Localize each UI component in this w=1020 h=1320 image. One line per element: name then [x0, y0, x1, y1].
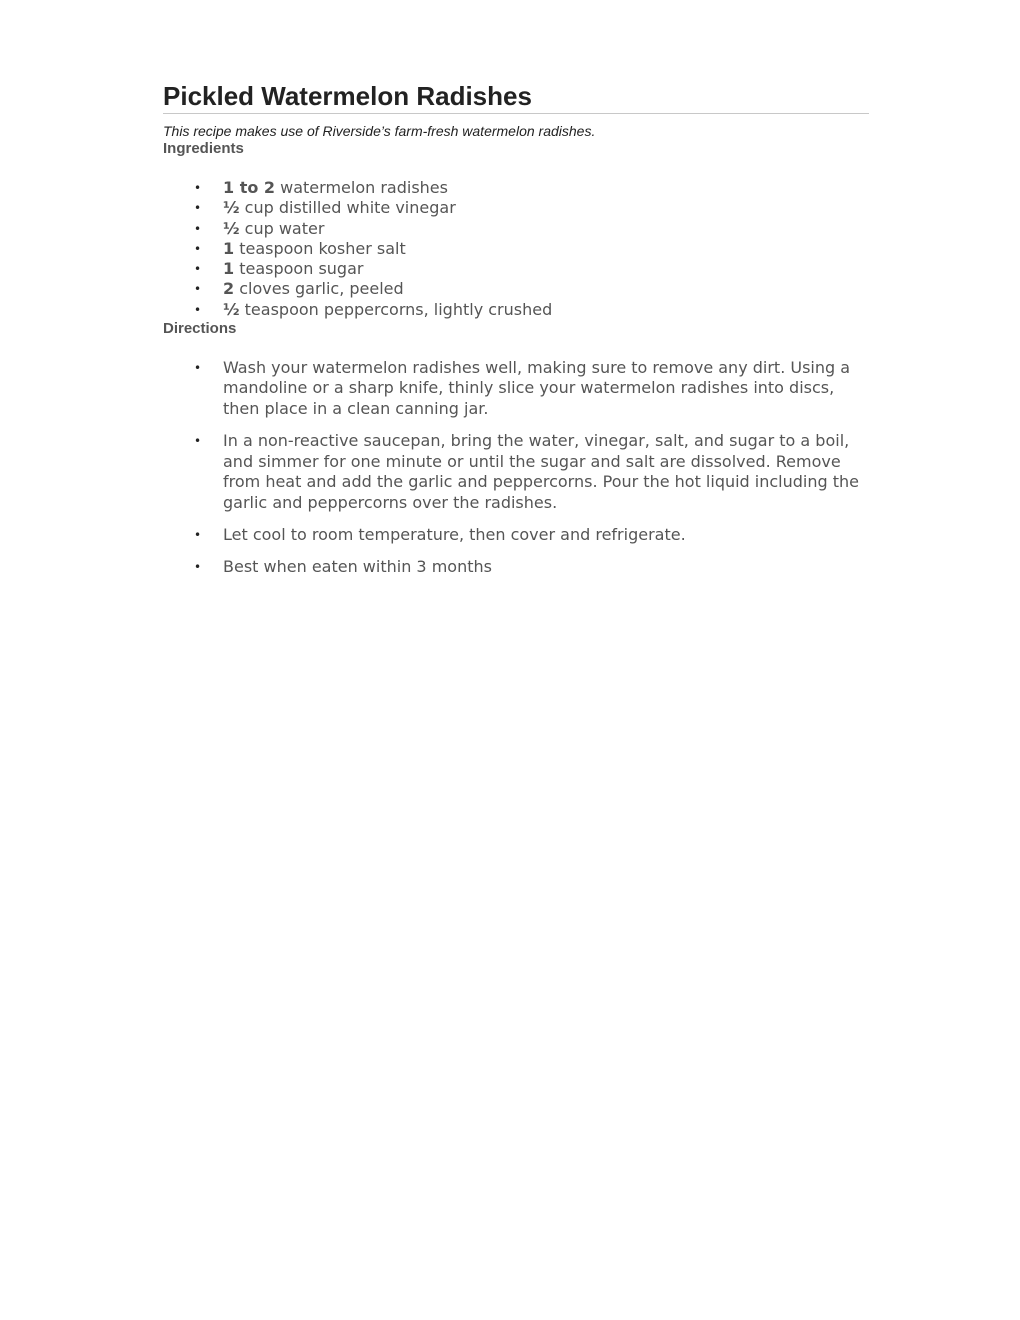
ingredient-quantity: 1: [223, 238, 235, 258]
ingredient-text: teaspoon peppercorns, lightly crushed: [239, 299, 553, 319]
ingredient-text: cloves garlic, peeled: [234, 279, 404, 299]
ingredient-text: teaspoon kosher salt: [234, 238, 406, 258]
ingredient-item: [163, 219, 869, 239]
bullet-icon: •: [194, 221, 202, 236]
ingredient-item: [163, 279, 869, 299]
recipe-document: [163, 80, 869, 590]
bullet-icon: •: [194, 201, 202, 216]
ingredients-heading: Ingredients: [163, 140, 244, 157]
direction-text: Best when eaten within 3 months: [223, 557, 492, 577]
direction-step: [163, 525, 869, 545]
bullet-icon: •: [194, 302, 202, 317]
direction-step: [163, 431, 869, 513]
ingredient-quantity: 1: [223, 259, 235, 279]
recipe-subtitle: This recipe makes use of Riverside’s farm-fresh watermelon radishes.: [163, 123, 596, 139]
ingredient-quantity: ½: [223, 218, 240, 238]
direction-text: In a non-reactive saucepan, bring the water, vinegar, salt, and sugar to a boil, and simmer for one minute or until the sugar and salt are dissolved. Remove from heat and add the garlic and peppercorns. Pour the hot liquid including the garlic and peppercorns over the radishes.: [223, 431, 860, 512]
bullet-icon: •: [194, 434, 202, 449]
bullet-icon: •: [194, 262, 202, 277]
ingredient-item: [163, 178, 869, 198]
bullet-icon: •: [194, 282, 202, 297]
direction-step: [163, 358, 869, 419]
ingredient-quantity: ½: [223, 198, 240, 218]
directions-list: [163, 358, 869, 578]
bullet-icon: •: [194, 361, 202, 376]
ingredient-quantity: 2: [223, 279, 235, 299]
ingredient-quantity: 1 to 2: [223, 178, 276, 197]
direction-text: Wash your watermelon radishes well, making sure to remove any dirt. Using a mandoline or a sharp knife, thinly slice your watermelon radishes into discs, then place in a clean canning jar.: [223, 358, 851, 418]
ingredients-list: [163, 178, 869, 320]
ingredient-item: [163, 300, 869, 320]
ingredient-item: [163, 198, 869, 218]
directions-heading: Directions: [163, 320, 237, 338]
ingredient-text: cup water: [239, 218, 325, 238]
direction-text: Let cool to room temperature, then cover and refrigerate.: [223, 524, 686, 544]
ingredient-text: watermelon radishes: [275, 178, 448, 197]
ingredient-item: [163, 259, 869, 279]
ingredient-text: teaspoon sugar: [234, 259, 364, 279]
ingredient-text: cup distilled white vinegar: [239, 198, 456, 218]
ingredient-quantity: ½: [223, 299, 240, 319]
bullet-icon: •: [194, 560, 202, 575]
ingredient-item: [163, 239, 869, 259]
direction-step: [163, 557, 869, 577]
bullet-icon: •: [194, 181, 202, 195]
bullet-icon: •: [194, 527, 202, 542]
recipe-title: Pickled Watermelon Radishes: [163, 80, 869, 114]
bullet-icon: •: [194, 241, 202, 256]
